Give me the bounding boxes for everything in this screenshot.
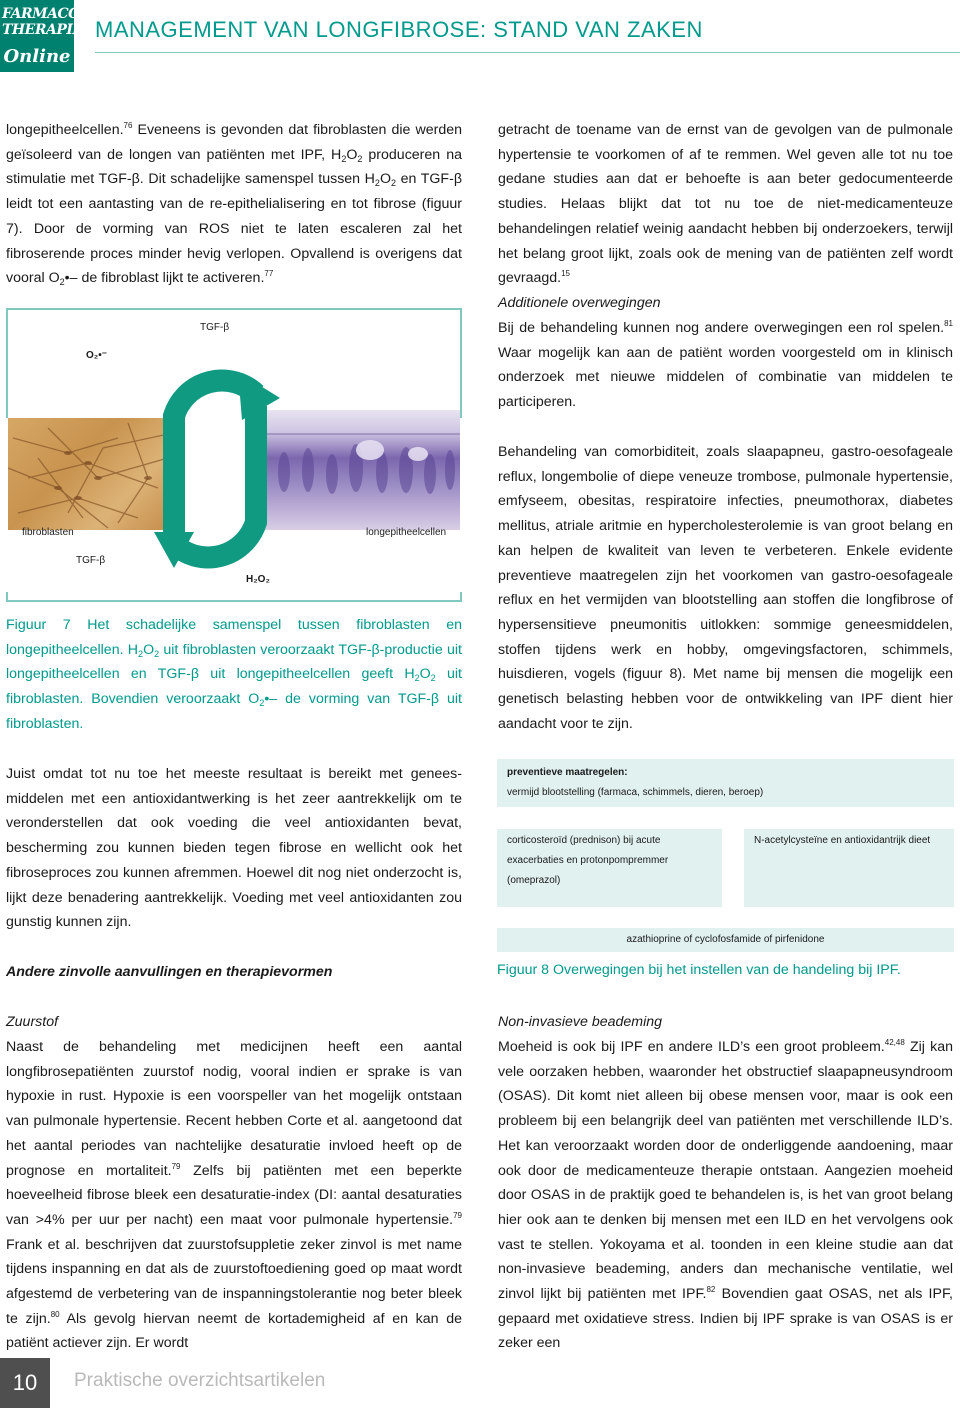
label-h2o2: H₂O₂ xyxy=(246,574,270,585)
subheading-non-invasieve: Non-invasieve beademing xyxy=(498,1014,663,1030)
figure-frame xyxy=(6,308,462,310)
right-paragraph-4: Moeheid is ook bij IPF en andere ILD’s een groot probleem.$^{42,48}$ Zij kan vele oorzaken hebben, waaronder het obstructief slaapapneusyndroom (OSAS). Dit komt niet alleen bij obese mensen voor, maar is ook een probleem bij een belangrijk deel van patiënten met verschillende ILD’s. Het kan veroorzaakt worden door de onderliggende aandoening, maar ook door de medicamenteuze therapie ontstaan. Aangezien moeheid door OSAS in de praktijk goed te behandelen is, is het van groot belang hier ook aan te denken bij mensen met een ILD en het vervolgens ook vast te stellen. Yokoyama et al. toonden in een kleine studie aan dat non-invasieve beademing, anders dan mechanische ventilatie, wel zinvol lijkt bij patiënten met IPF.$^{82}$ Bovendien gaat OSAS, net als IPF, gepaard met oxidatieve stress. Indien bij IPF sprake is van OSAS is er zeker een xyxy=(498,1038,953,1352)
label-fibroblasten: fibroblasten xyxy=(22,527,74,538)
right-paragraph-1: getracht de toename van de ernst van de gevolgen van de pulmonale hypertensie te voorkomen of af te remmen. Wel geven alle tot nu toe gedane studies aan dat er behoefte is aan beter gedocumenteerde studies. Helaas blijkt dat tot nu toe de niet-medicamenteuze behandelingen relatief weinig aandacht hebben bij onderzoekers, terwijl het belang groot lijkt, zoals ook de mening van de patiënten zelf wordt gevraagd.$^{15}$ xyxy=(498,122,953,287)
figure-frame xyxy=(6,308,8,418)
logo-line-online: Online xyxy=(2,44,72,70)
figure-7-caption: Figuur 7 Het schadelijke samenspel tussen fibroblasten en longepitheelcellen. $H_2O_2$ uit fibroblasten veroorzaakt TGF-β-productie uit longepitheelcellen en TGF-β uit longepitheelcellen geeft $H_2O_2$ uit fibroblasten. Bovendien veroorzaakt $O_2•-$ de vorming van TGF-β uit fibroblasten. xyxy=(6,617,462,732)
figure-7 xyxy=(6,306,462,602)
subheading-additionele: Additionele overwegingen xyxy=(498,295,661,311)
page-title: MANAGEMENT VAN LONGFIBROSE: STAND VAN ZAKEN xyxy=(95,17,703,42)
left-paragraph-2: Juist omdat tot nu toe het meeste resultaat is bereikt met geneesmiddelen met een antioxidantwerking is het zeer aantrekkelijk om te veronderstellen dat ook voeding die veel antioxidanten bevat, bescherming zou kunnen bieden tegen fibrose en wellicht ook het fibroseproces zou kunnen afremmen. Hoewel dit nog niet onderzocht is, lijkt deze benadering aantrekkelijk. Voeding met veel antioxidanten zou gunstig kunnen zijn. xyxy=(6,766,462,931)
page-number: 10 xyxy=(0,1358,50,1408)
box-title: preventieve maatregelen: xyxy=(507,767,628,778)
journal-logo xyxy=(0,0,83,72)
figure-frame xyxy=(460,308,462,418)
box-azathioprine: azathioprine of cyclofosfamide of pirfenidone xyxy=(497,928,954,952)
left-paragraph-3: Naast de behandeling met medicijnen heeft een aantal longfibrosepatiënten zuurstof nodig, vooral indien er sprake is van hypoxie in rust. Hypoxie is een voorspeller van het mogelijk ontstaan van pulmonale hypertensie. Recent hebben Corte et al. aangetoond dat het aantal periodes van nachtelijke desaturatie invloed heeft op de prognose en mortaliteit.$^{79}$ Zelfs bij patiënten met een beperkte hoeveelheid fibrose bleek een desaturatie-index (DI: aantal desaturaties van >4% per uur per nacht) een maat voor pulmonale hypertensie.$^{79}$ Frank et al. beschrijven dat zuurstofsuppletie zeker zinvol is met name tijdens inspanning en dat als de zuurstoftoediening goed op maat wordt afgestemd de verbetering van de inspanningstolerantie nog beter bleek te zijn.$^{80}$ Als gevolg hiervan neemt de kortademigheid af en kan de patiënt actiever zijn. Er wordt xyxy=(6,1039,462,1352)
label-tgf-beta-bottom: TGF-β xyxy=(76,555,106,566)
left-paragraph-1: longepitheelcellen.$^{76}$ Eveneens is gevonden dat fibroblasten die werden geïsoleerd van de longen van patiënten met IPF, $H_2O_2$ produceren na stimulatie met TGF-β. Dit schadelijke samenspel tussen $H_2O_2$ en TGF-β leidt tot een aantasting van de re-epithelialisering en tot fibrose (figuur 7). Door de vorming van ROS niet te laten escaleren zal het fibroserende proces minder hevig verlopen. Opvallend is overigens dat vooral $O_2•-$ de fibroblast lijkt te activeren.$^{77}$ xyxy=(6,121,462,288)
label-longepitheelcellen: longepitheelcellen xyxy=(366,527,447,538)
section-heading-aanvullingen: Andere zinvolle aanvullingen en therapievormen xyxy=(6,964,333,980)
logo-line-therapie: THERAPIE xyxy=(2,22,83,38)
header-divider xyxy=(95,52,960,53)
right-paragraph-2: Bij de behandeling kunnen nog andere overwegingen een rol spelen.$^{81}$ Waar mogelijk kan aan de patiënt worden voorgesteld om in klinisch onderzoek met nieuwe middelen of combinatie van middelen te participeren. xyxy=(498,319,953,411)
subheading-zuurstof: Zuurstof xyxy=(6,1014,59,1030)
footer-section-label: Praktische overzichtsartikelen xyxy=(74,1370,326,1391)
logo-line-farmaco: FARMACO xyxy=(2,6,80,22)
figure-frame xyxy=(6,600,462,602)
box-n-acetylcysteine: N-acetylcysteïne en antioxidantrijk dieet xyxy=(744,829,954,907)
figure-8-caption: Figuur 8 Overwegingen bij het instellen van de handeling bij IPF. xyxy=(497,962,901,978)
right-paragraph-3: Behandeling van comorbiditeit, zoals slaapapneu, gastro-oesofageale reflux, longembolie of diepe veneuze trombose, pulmonale hypertensie, emfyseem, obesitas, respiratoire infecties, pneumothorax, diabetes mellitus, atriale aritmie en hypercholesterolemie is van groot belang en kan helpen de kwaliteit van leven te verbeteren. Enkele evidente preventieve maatregelen zijn het voorkomen van gastro-oesofageale reflux en het vermijden van blootstelling aan stoffen die longfibrose of hypersensitieve pneumonitis uitlokken: sommige geneesmiddelen, stoffen tijdens werk en hobby, omgevingsfactoren, schimmels, huisdieren, vogels (figuur 8). Met name bij mensen die mogelijk een genetisch belasting hebben voor de ontwikkeling van IPF dient hier aandacht voor te zijn. xyxy=(498,444,953,732)
box-corticosteroid: corticosteroïd (prednison) bij acute exacerbaties en protonpompremmer (omeprazol) xyxy=(497,829,722,907)
label-tgf-beta-top: TGF-β xyxy=(200,322,230,333)
box-preventieve-maatregelen xyxy=(497,759,954,807)
cycle-arrows xyxy=(146,336,286,592)
box-text: vermijd blootstelling (farmaca, schimmels, dieren, beroep) xyxy=(507,787,764,798)
epithelium-micrograph xyxy=(264,410,460,530)
label-superoxide: O₂•⁻ xyxy=(86,350,108,361)
